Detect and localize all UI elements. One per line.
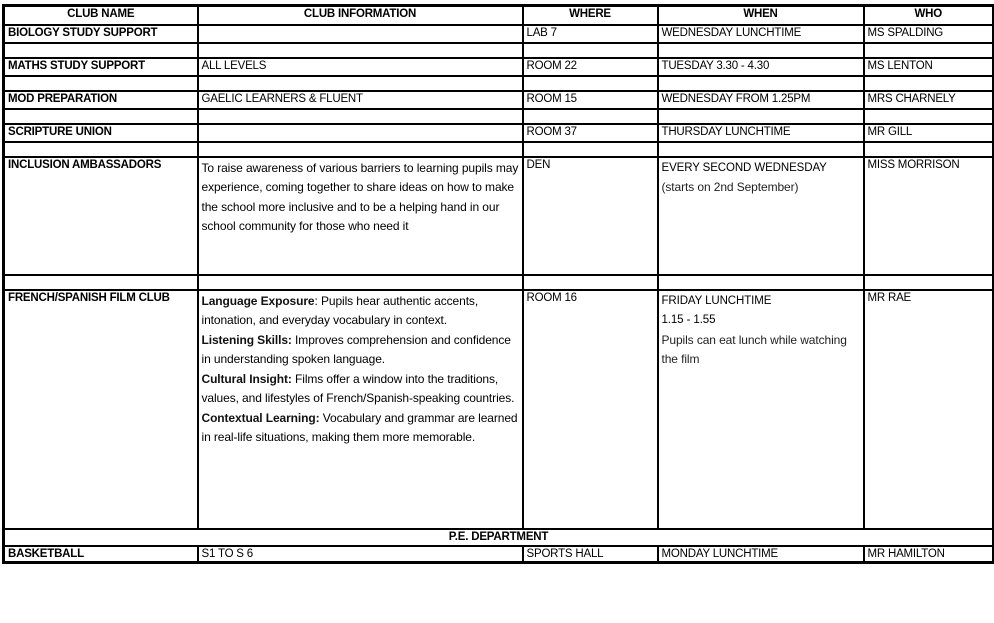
spacer-cell xyxy=(658,76,864,91)
table-row-maths xyxy=(4,58,994,76)
table-row-scripture xyxy=(4,124,994,142)
spacer-cell xyxy=(523,76,658,91)
cell-who: MR HAMILTON xyxy=(864,546,994,563)
spacer-cell xyxy=(523,275,658,290)
column-header-club-information: CLUB INFORMATION xyxy=(198,6,523,25)
cell-club-name: BIOLOGY STUDY SUPPORT xyxy=(4,25,198,43)
when-line: Pupils can eat lunch while watching the film xyxy=(661,332,847,366)
info-paragraph: Language Exposure: Pupils hear authentic accents, intonation, and everyday vocabulary in context. xyxy=(201,293,479,327)
spacer-cell xyxy=(198,275,523,290)
table-row-basketball xyxy=(4,546,994,563)
header-row xyxy=(4,6,994,25)
cell-when: WEDNESDAY LUNCHTIME xyxy=(658,25,864,43)
cell-where: ROOM 22 xyxy=(523,58,658,76)
info-paragraph: Cultural Insight: Films offer a window into the traditions, values, and lifestyles of French/Spanish-speaking countries. xyxy=(201,371,515,405)
cell-where: ROOM 15 xyxy=(523,91,658,109)
spacer-cell xyxy=(198,76,523,91)
cell-who: MR RAE xyxy=(864,290,994,529)
cell-club-name: SCRIPTURE UNION xyxy=(4,124,198,142)
cell-when: THURSDAY LUNCHTIME xyxy=(658,124,864,142)
cell-club-info: S1 TO S 6 xyxy=(198,546,523,563)
info-paragraph: Contextual Learning: Vocabulary and grammar are learned in real-life situations, making them more memorable. xyxy=(201,410,518,444)
cell-who: MR GILL xyxy=(864,124,994,142)
cell-who: MRS CHARNELY xyxy=(864,91,994,109)
cell-club-name: MATHS STUDY SUPPORT xyxy=(4,58,198,76)
spacer-row xyxy=(4,109,994,124)
table-row-biology xyxy=(4,25,994,43)
cell-club-name: INCLUSION AMBASSADORS xyxy=(4,157,198,275)
cell-when: MONDAY LUNCHTIME xyxy=(658,546,864,563)
cell-club-info xyxy=(198,25,523,43)
spacer-cell xyxy=(523,43,658,58)
spacer-cell xyxy=(864,43,994,58)
section-header-row-pe-department xyxy=(4,529,994,546)
cell-where: SPORTS HALL xyxy=(523,546,658,563)
spacer-row xyxy=(4,142,994,157)
spacer-cell xyxy=(864,109,994,124)
spacer-cell xyxy=(658,43,864,58)
pe-department-section-title: P.E. DEPARTMENT xyxy=(4,529,994,546)
spacer-cell xyxy=(4,76,198,91)
spacer-row xyxy=(4,43,994,58)
spacer-cell xyxy=(198,142,523,157)
cell-when: WEDNESDAY FROM 1.25PM xyxy=(658,91,864,109)
cell-where: ROOM 37 xyxy=(523,124,658,142)
cell-club-name: MOD PREPARATION xyxy=(4,91,198,109)
spacer-cell xyxy=(4,43,198,58)
cell-when: TUESDAY 3.30 - 4.30 xyxy=(658,58,864,76)
column-header-club-name: CLUB NAME xyxy=(4,6,198,25)
cell-when xyxy=(658,290,864,529)
cell-club-info xyxy=(198,290,523,529)
spacer-cell xyxy=(864,142,994,157)
cell-club-info xyxy=(198,124,523,142)
when-line: (starts on 2nd September) xyxy=(661,180,799,194)
spacer-cell xyxy=(198,43,523,58)
spacer-cell xyxy=(198,109,523,124)
table-row-inclusion xyxy=(4,157,994,275)
cell-club-name: BASKETBALL xyxy=(4,546,198,563)
cell-club-info: To raise awareness of various barriers to learning pupils may experience, coming together to share ideas on how to make the school more inclusive and to be a helping hand in our school community for those who need it xyxy=(198,157,523,275)
clubs-timetable-page xyxy=(0,4,994,623)
when-line: EVERY SECOND WEDNESDAY xyxy=(661,161,827,174)
column-header-who: WHO xyxy=(864,6,994,25)
spacer-cell xyxy=(658,109,864,124)
info-paragraph: Listening Skills: Improves comprehension and confidence in understanding spoken language. xyxy=(201,332,511,366)
cell-club-info: GAELIC LEARNERS & FLUENT xyxy=(198,91,523,109)
spacer-cell xyxy=(864,275,994,290)
cell-when xyxy=(658,157,864,275)
spacer-cell xyxy=(4,109,198,124)
when-line: FRIDAY LUNCHTIME xyxy=(661,294,772,307)
spacer-cell xyxy=(658,275,864,290)
spacer-cell xyxy=(523,142,658,157)
column-header-when: WHEN xyxy=(658,6,864,25)
cell-where: LAB 7 xyxy=(523,25,658,43)
spacer-cell xyxy=(864,76,994,91)
table-row-french-spanish-film xyxy=(4,290,994,529)
spacer-cell xyxy=(4,275,198,290)
cell-who: MS SPALDING xyxy=(864,25,994,43)
cell-club-name: FRENCH/SPANISH FILM CLUB xyxy=(4,290,198,529)
cell-who: MS LENTON xyxy=(864,58,994,76)
cell-where: ROOM 16 xyxy=(523,290,658,529)
spacer-cell xyxy=(523,109,658,124)
spacer-cell xyxy=(658,142,864,157)
clubs-table xyxy=(2,4,994,564)
cell-where: DEN xyxy=(523,157,658,275)
spacer-cell xyxy=(4,142,198,157)
column-header-where: WHERE xyxy=(523,6,658,25)
cell-who: MISS MORRISON xyxy=(864,157,994,275)
cell-club-info: ALL LEVELS xyxy=(198,58,523,76)
spacer-row xyxy=(4,275,994,290)
table-row-mod xyxy=(4,91,994,109)
spacer-row xyxy=(4,76,994,91)
when-line: 1.15 - 1.55 xyxy=(661,314,716,326)
